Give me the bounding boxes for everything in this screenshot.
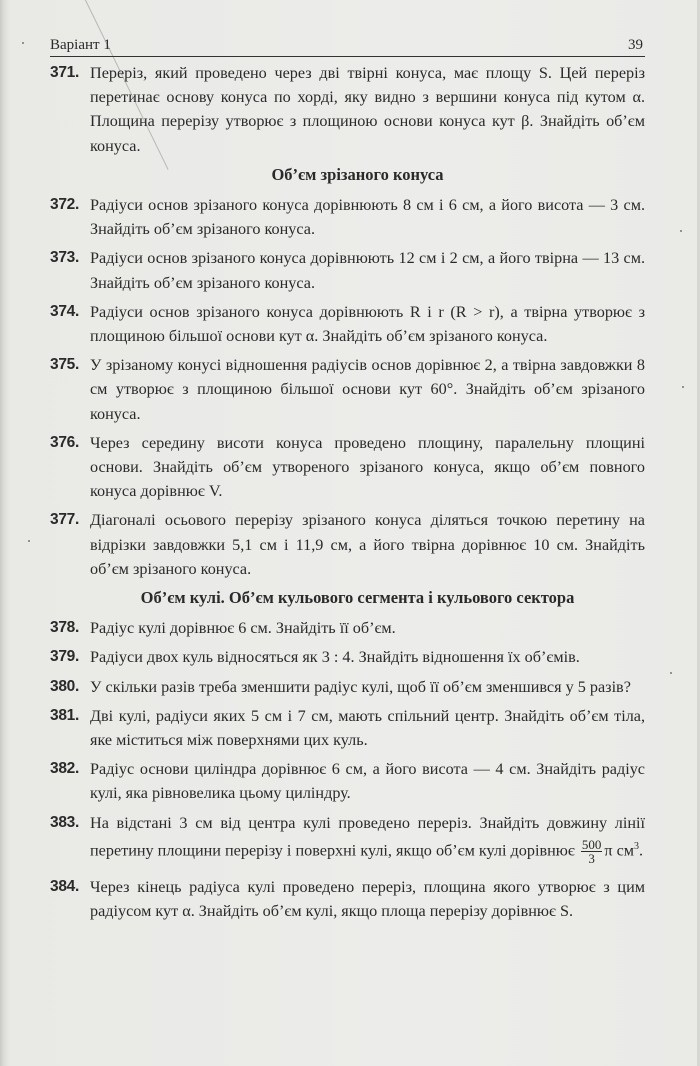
problem-text: Радіуси двох куль відносяться як 3 : 4. Знайдіть відношення їх об’ємів. [90,648,580,667]
problem-text: Радіуси основ зрізаного конуса дорівнюють 8 см і 6 см, а його висота — 3 см. Знайдіть об’єм зрізаного конуса. [90,196,645,239]
problem-text: Радіус основи циліндра дорівнює 6 см, а його висота — 4 см. Знайдіть радіус кулі, яка рівновелика цьому циліндру. [90,760,645,803]
scan-speck [28,540,30,542]
problem-number: 381. [50,706,79,724]
problem-text-after: π см [604,841,635,860]
scan-speck [22,42,24,44]
exponent: 3 [634,840,640,852]
problem-text: Переріз, який проведено через дві твірні конуса, має площу S. Цей переріз перетинає основу конуса по хорді, яку видно з вершини конуса під кутом α. Площина перерізу утворює з площиною основи конуса кут β. Знайдіть об’єм конуса. [90,64,645,155]
problem-377 [50,508,645,581]
scan-speck [680,230,682,232]
problem-379 [50,645,645,669]
problem-number: 376. [50,433,79,451]
problem-text: Радіуси основ зрізаного конуса дорівнюють 12 см і 2 см, а його твірна — 13 см. Знайдіть об’єм зрізаного конуса. [90,249,645,292]
problem-text-end: . [639,841,644,860]
scan-speck [670,672,672,674]
problem-number: 378. [50,619,79,637]
problem-text: Через кінець радіуса кулі проведено переріз, площина якого утворює з цим радіусом кут α. Знайдіть об’єм кулі, якщо площа перерізу дорівнює S. [90,878,645,921]
problem-number: 377. [50,511,79,529]
problem-number: 380. [50,677,79,695]
problem-text: Радіуси основ зрізаного конуса дорівнюють R і r (R > r), а твірна утворює з площиною більшої основи кут α. Знайдіть об’єм зрізаного конуса. [90,302,645,346]
problem-number: 379. [50,648,79,666]
problem-374 [50,300,645,348]
problem-number: 375. [50,356,79,374]
problem-373 [50,246,645,294]
problem-text: Через середину висоти конуса проведено площину, паралельну площині основи. Знайдіть об’єм утвореного зрізаного конуса, якщо об’єм повного конуса дорівнює V. [90,433,645,501]
problem-384 [50,875,645,923]
section-heading-sphere-volume: Об’єм кулі. Об’єм кульового сегмента і кульового сектора [140,588,575,608]
running-header [50,36,645,57]
fraction-denominator: 3 [588,851,595,867]
problem-text [90,811,645,865]
problem-383 [50,811,645,865]
problem-number: 373. [50,249,79,267]
problem-text: У скільки разів треба зменшити радіус кулі, щоб її об’єм зменшився у 5 разів? [90,677,631,696]
problem-number: 372. [50,196,79,214]
problem-372 [50,193,645,241]
problem-381 [50,704,645,752]
problem-number: 383. [50,813,79,831]
page-number: 39 [628,37,643,53]
scan-speck [682,386,684,388]
problem-380 [50,675,645,699]
fraction-numerator: 500 [581,837,602,853]
problem-number: 374. [50,302,79,320]
problem-text: Дві кулі, радіуси яких 5 см і 7 см, мають спільний центр. Знайдіть об’єм тіла, яке міститься між поверхнями цих куль. [90,706,645,750]
problem-382 [50,757,645,805]
problem-text: Радіус кулі дорівнює 6 см. Знайдіть її об’єм. [90,619,396,638]
problem-376 [50,431,645,504]
problem-number: 382. [50,760,79,778]
problem-378 [50,616,645,640]
page-content [50,61,645,928]
section-heading-frustum-volume: Об’єм зрізаного конуса [271,164,444,184]
problem-text: Діагоналі осьового перерізу зрізаного конуса діляться точкою перетину на відрізки завдовжки 5,1 см і 11,9 см, а його твірна дорівнює 10 см. Знайдіть об’єм зрізаного конуса. [90,511,645,578]
problem-text-before: На відстані 3 см від центра кулі проведено переріз. Знайдіть довжину лінії перетину площини перерізу і поверхні кулі, якщо об’єм кулі дорівнює [90,813,645,860]
variant-label: Варіант 1 [50,37,111,53]
fraction [581,838,603,865]
problem-371 [50,61,645,158]
problem-number: 384. [50,878,79,896]
problem-number: 371. [50,64,79,81]
problem-text: У зрізаному конусі відношення радіусів основ дорівнює 2, а твірна завдовжки 8 см утворює з площиною більшої основи кут 60°. Знайдіть об’єм зрізаного конуса. [90,356,645,423]
problem-375 [50,353,645,426]
